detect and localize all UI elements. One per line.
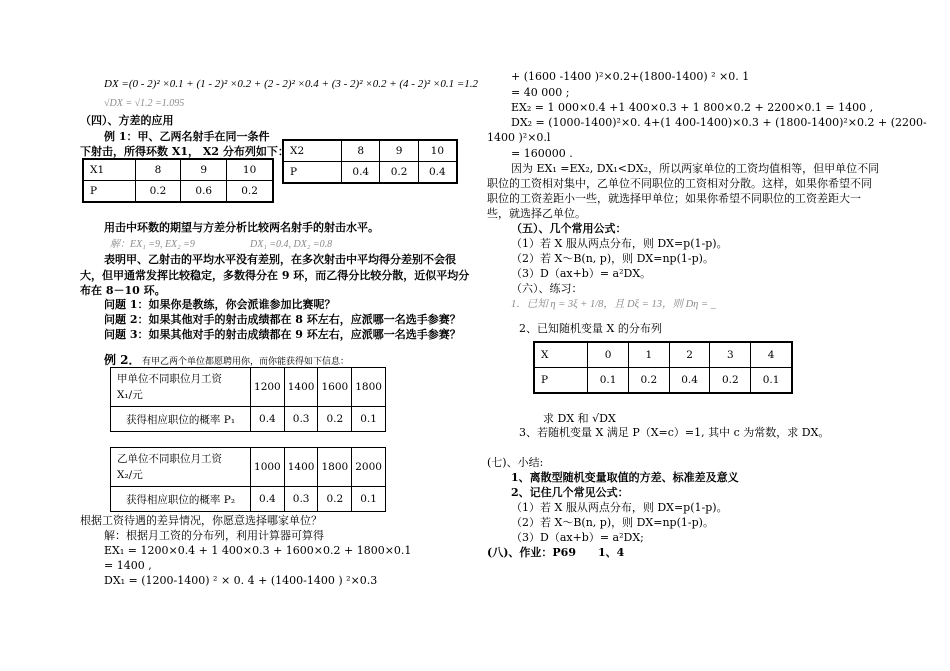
text-line: 解：根据月工资的分布列，利用计算器可算得	[104, 529, 324, 542]
table-cell: 0.6	[181, 181, 227, 203]
text-line: = 40 000 ;	[511, 86, 570, 99]
salary-unit: X₁/元	[117, 389, 143, 401]
table-cell: 3	[710, 342, 751, 368]
example-2-label: 例 2．	[104, 353, 141, 367]
table-cell: X1	[83, 159, 135, 181]
conclusion-line: 职位的工资差距小一些，就选择甲单位；如果你希望不同职位的工资差距大一	[487, 192, 861, 205]
table-cell: 1800	[318, 448, 352, 487]
table-cell: 0.2	[135, 181, 181, 203]
table-cell: 0.1	[751, 368, 792, 394]
table-cell: X	[534, 342, 588, 368]
table-cell: 0.2	[318, 487, 352, 512]
conclusion-line: 因为 EX₁ =EX₂, DX₁<DX₂，所以两家单位的工资均值相等，但甲单位不同	[511, 162, 880, 175]
solution-variance: DX₁ =0.4, DX₂ =0.8	[250, 239, 333, 250]
formula-line: （1）若 X 服从两点分布，则 DX=p(1-p)。	[511, 237, 728, 250]
text-line: 1400 )²×0.l	[487, 131, 551, 144]
table-cell: 10	[227, 159, 273, 181]
probability-label: 获得相应职位的概率 P₂	[111, 487, 251, 512]
table-cell: 0.2	[318, 407, 352, 432]
text-line: DX₂ = (1000-1400)²×0. 4+(1 400-1400)×0.3 + (1800-1400)²×0.2 + (2200-	[511, 116, 927, 129]
table-cell: 0.3	[284, 487, 318, 512]
table-unit-a	[110, 367, 386, 432]
table-cell: P	[83, 181, 135, 203]
table-cell: 0.2	[380, 162, 418, 184]
table-cell: 2000	[352, 448, 386, 487]
text-line: = 1400 ,	[104, 559, 152, 572]
example-2-text: 有甲乙两个单位都愿聘用你，而你能获得如下信息：	[142, 357, 350, 367]
exercise-2: 2、已知随机变量 X 的分布列	[519, 322, 662, 335]
salary-unit: X₂/元	[117, 469, 143, 481]
table-cell: X2	[283, 140, 342, 162]
table-unit-b	[110, 447, 386, 512]
question-1: 问题 1：如果你是教练，你会派谁参加比赛呢？	[104, 298, 336, 311]
table-cell: 0.1	[352, 407, 386, 432]
text-line: = 160000 .	[511, 147, 573, 160]
formula-line: （2）若 X～B(n, p)，则 DX=np(1-p)。	[511, 252, 714, 265]
section-7-title: (七)、小结:	[487, 456, 544, 469]
table-cell: 0.4	[418, 162, 457, 184]
paragraph-line: 大，但甲通常发挥比较稳定，多数得分在 9 环，而乙得分比较分散，近似平均分	[80, 269, 470, 282]
table-cell: 0.1	[352, 487, 386, 512]
formula-line: （3）D（ax+b）= a²DX;	[511, 531, 644, 544]
row-label-cell	[111, 368, 251, 407]
example-1-line1: 例 1：甲、乙两名射手在同一条件	[104, 130, 270, 143]
std-formula: √DX = √1.2 =1.095	[104, 98, 185, 109]
salary-label: 甲单位不同职位月工资	[117, 373, 222, 385]
conclusion-line: 职位的工资相对集中，乙单位不同职位的工资相对分散。这样，如果你希望不同	[487, 177, 872, 190]
table-cell: 2	[669, 342, 710, 368]
table-cell: 8	[135, 159, 181, 181]
table-cell: 1800	[352, 368, 386, 407]
table-cell: 0.3	[284, 407, 318, 432]
paragraph-line: 布在 8－10 环。	[80, 284, 166, 297]
summary-1: 1、离散型随机变量取值的方差、标准差及意义	[511, 471, 739, 484]
exercise-1: 1．已知 η = 3ξ + 1/8，且 Dξ = 13，则 Dη = _	[511, 299, 716, 310]
formula-line: （3）D（ax+b）= a²DX。	[511, 267, 652, 280]
table-cell: 8	[342, 140, 380, 162]
table-cell: 9	[181, 159, 227, 181]
text-line: + (1600 -1400 )²×0.2+(1800-1400) ² ×0. 1	[511, 70, 750, 83]
table-cell: 10	[418, 140, 457, 162]
formula-line: （2）若 X～B(n, p)，则 DX=np(1-p)。	[511, 516, 714, 529]
variance-formula: DX =(0 - 2)² ×0.1 + (1 - 2)² ×0.2 + (2 - 2)² ×0.4 + (3 - 2)² ×0.2 + (4 - 2)² ×0.1 =1.2	[104, 78, 478, 90]
exercise-2-ask: 求 DX 和 √DX	[543, 412, 616, 425]
paragraph-line: 表明甲、乙射击的平均水平没有差别，在多次射击中平均得分差别不会很	[104, 253, 456, 266]
formula-line: （1）若 X 服从两点分布，则 DX=p(1-p)。	[511, 501, 728, 514]
table-cell: 0.4	[251, 407, 285, 432]
question-3: 问题 3：如果其他对手的射击成绩都在 9 环左右，应派哪一名选手参赛？	[104, 328, 461, 341]
salary-label: 乙单位不同职位月工资	[117, 453, 222, 465]
table-cell: 0	[588, 342, 629, 368]
text-line: EX₂ = 1 000×0.4 +1 400×0.3 + 1 800×0.2 + 2200×0.1 = 1400 ,	[511, 101, 874, 114]
question-2: 问题 2：如果其他对手的射击成绩都在 8 环左右，应派哪一名选手参赛？	[104, 313, 461, 326]
probability-label: 获得相应职位的概率 P₁	[111, 407, 251, 432]
text-line: DX₁ = (1200-1400) ² × 0. 4 + (1400-1400 ) ²×0.3	[104, 574, 378, 587]
table-x1	[82, 158, 274, 203]
table-cell: 0.2	[710, 368, 751, 394]
exercise-3: 3、若随机变量 X 满足 P（X=c）=1, 其中 c 为常数，求 DX。	[519, 426, 830, 439]
section-6-title: （六）、练习：	[511, 282, 583, 295]
table-distribution	[533, 341, 793, 394]
table-cell: 0.1	[588, 368, 629, 394]
conclusion-line: 些，就选择乙单位。	[487, 207, 586, 220]
section-5-title: （五）、几个常用公式：	[511, 222, 627, 235]
solution-expectation: 解：EX₁ =9, EX₂ =9	[110, 239, 195, 250]
summary-2: 2、记住几个常见公式：	[511, 486, 629, 499]
table-cell: 0.4	[342, 162, 380, 184]
text-line: 根据工资待遇的差异情况，你愿意选择哪家单位？	[80, 514, 322, 527]
table-cell: 0.4	[669, 368, 710, 394]
table-cell: 1	[628, 342, 669, 368]
table-cell: 0.4	[251, 487, 285, 512]
row-label-cell	[111, 448, 251, 487]
section-4-title: （四）、方差的应用	[80, 114, 174, 127]
use-line: 用击中环数的期望与方差分析比较两名射手的射击水平。	[104, 221, 379, 234]
table-x2	[282, 139, 458, 184]
table-cell: 1400	[284, 448, 318, 487]
table-cell: P	[283, 162, 342, 184]
table-cell: P	[534, 368, 588, 394]
homework: (八)、作业：P69 1、4	[487, 546, 625, 559]
table-cell: 4	[751, 342, 792, 368]
table-cell: 1400	[284, 368, 318, 407]
table-cell: 1200	[251, 368, 285, 407]
table-cell: 9	[380, 140, 418, 162]
table-cell: 0.2	[628, 368, 669, 394]
table-cell: 1600	[318, 368, 352, 407]
text-line: EX₁ = 1200×0.4 + 1 400×0.3 + 1600×0.2 + 1800×0.1	[104, 544, 412, 557]
example-1-line2: 下射击，所得环数 X1， X2 分布列如下：	[80, 145, 289, 158]
table-cell: 0.2	[227, 181, 273, 203]
table-cell: 1000	[251, 448, 285, 487]
